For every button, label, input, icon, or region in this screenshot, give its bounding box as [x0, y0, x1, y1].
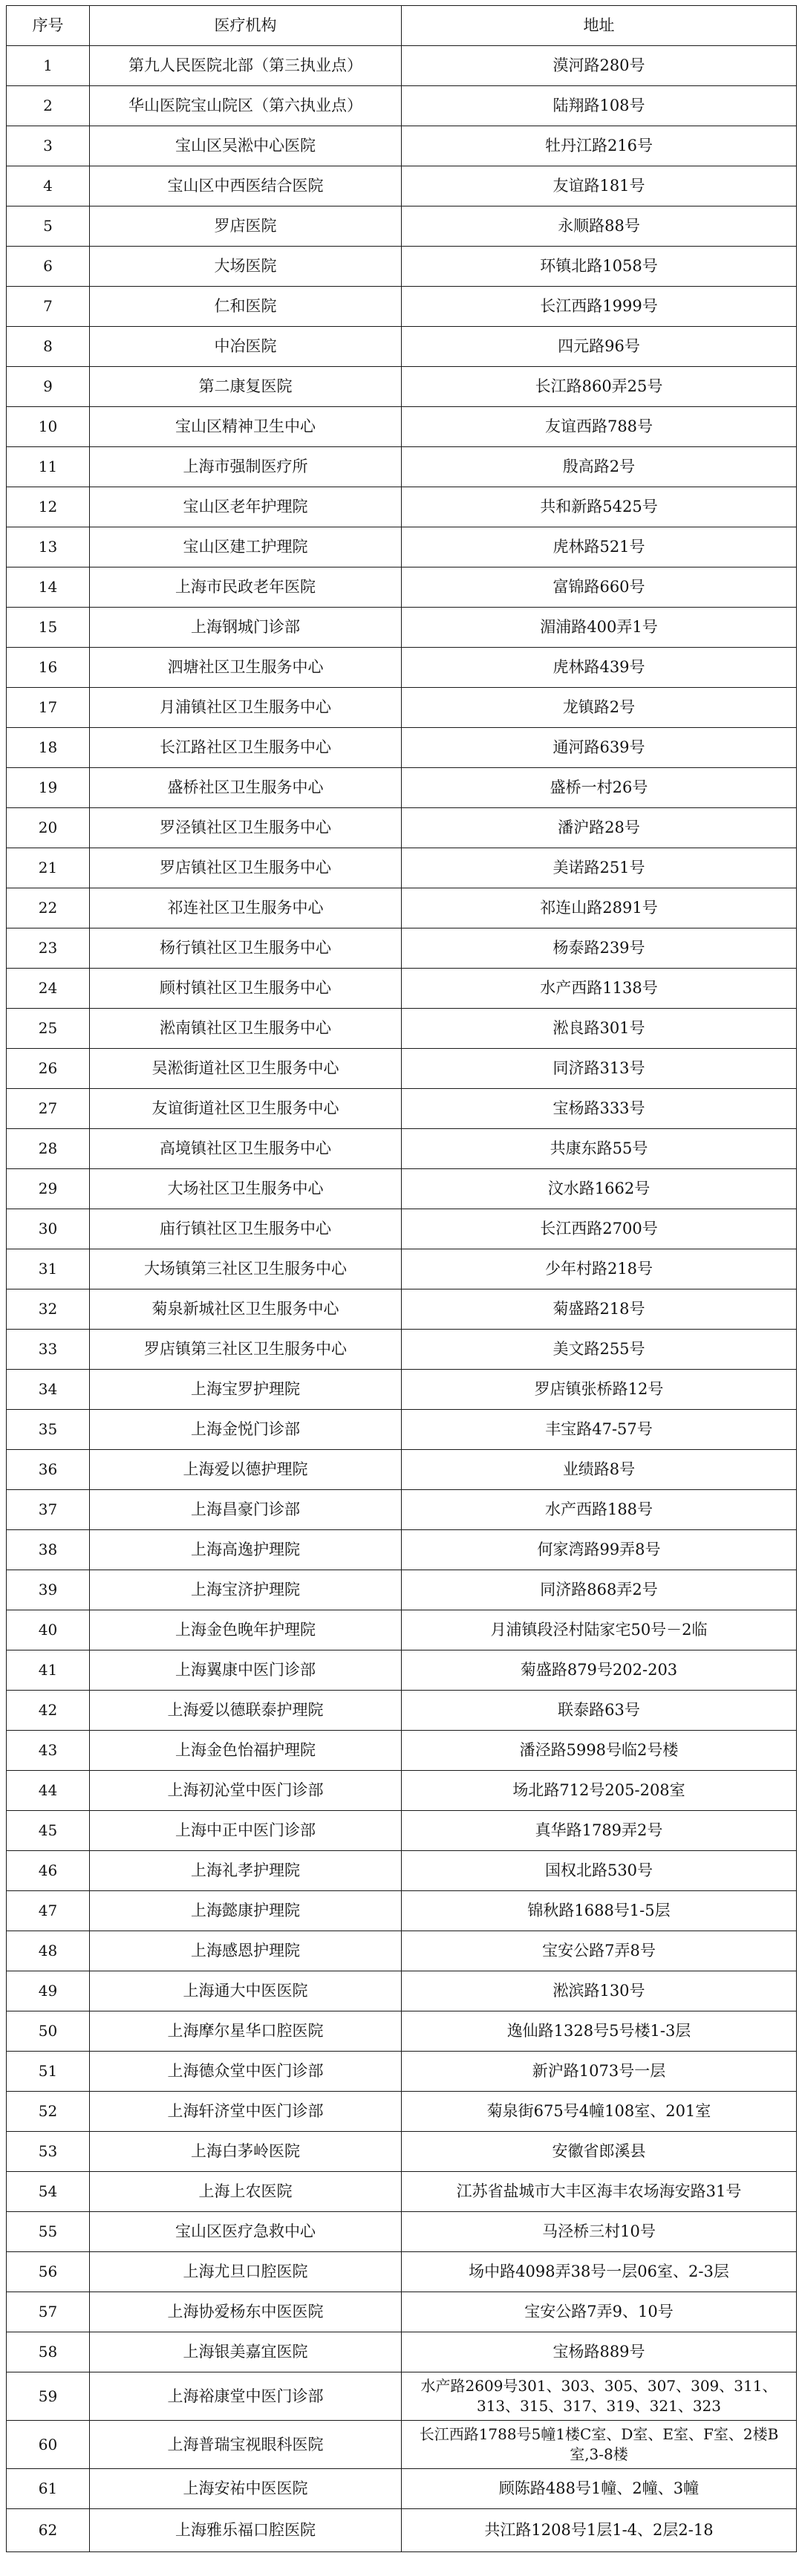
row-number: 7 — [7, 287, 90, 327]
header-institution: 医疗机构 — [90, 6, 402, 46]
institution-address: 国权北路530号 — [402, 1851, 797, 1891]
row-number: 33 — [7, 1330, 90, 1370]
table-row — [7, 407, 797, 447]
institution-address: 富锦路660号 — [402, 567, 797, 608]
institution-address: 安徽省郎溪县 — [402, 2132, 797, 2172]
row-number: 13 — [7, 527, 90, 567]
institution-address: 虎林路439号 — [402, 648, 797, 688]
institution-name: 宝山区精神卫生中心 — [90, 407, 402, 447]
institution-name: 上海市强制医疗所 — [90, 447, 402, 487]
institution-name: 上海礼孝护理院 — [90, 1851, 402, 1891]
institution-name: 上海金悦门诊部 — [90, 1410, 402, 1450]
row-number: 5 — [7, 206, 90, 247]
institution-table-sheet — [6, 5, 796, 2552]
institution-address: 少年村路218号 — [402, 1249, 797, 1289]
table-row — [7, 206, 797, 247]
table-row — [7, 367, 797, 407]
table-row — [7, 2252, 797, 2292]
table-row — [7, 848, 797, 888]
row-number: 19 — [7, 768, 90, 808]
institution-address: 潘沪路28号 — [402, 808, 797, 848]
institution-name: 宝山区中西医结合医院 — [90, 166, 402, 206]
institution-name: 上海爱以德护理院 — [90, 1450, 402, 1490]
institution-address: 祁连山路2891号 — [402, 888, 797, 928]
table-row — [7, 969, 797, 1009]
table-row — [7, 1129, 797, 1169]
institution-address: 长江西路1999号 — [402, 287, 797, 327]
table-row — [7, 1410, 797, 1450]
institution-name: 大场医院 — [90, 247, 402, 287]
institution-address: 杨泰路239号 — [402, 928, 797, 969]
institution-name: 罗泾镇社区卫生服务中心 — [90, 808, 402, 848]
row-number: 57 — [7, 2292, 90, 2332]
row-number: 48 — [7, 1931, 90, 1971]
institution-address: 菊盛路879号202-203 — [402, 1650, 797, 1691]
row-number: 40 — [7, 1610, 90, 1650]
table-row — [7, 2469, 797, 2509]
institution-address: 美文路255号 — [402, 1330, 797, 1370]
table-row — [7, 1931, 797, 1971]
institution-address: 长江路860弄25号 — [402, 367, 797, 407]
institution-name: 宝山区建工护理院 — [90, 527, 402, 567]
row-number: 58 — [7, 2332, 90, 2372]
institution-address: 菊泉街675号4幢108室、201室 — [402, 2092, 797, 2132]
table-row — [7, 608, 797, 648]
institution-address: 马泾桥三村10号 — [402, 2212, 797, 2252]
institution-address: 同济路313号 — [402, 1049, 797, 1089]
row-number: 50 — [7, 2011, 90, 2052]
row-number: 39 — [7, 1570, 90, 1610]
institution-name: 上海宝济护理院 — [90, 1570, 402, 1610]
institution-name: 大场社区卫生服务中心 — [90, 1169, 402, 1209]
table-row — [7, 1169, 797, 1209]
row-number: 27 — [7, 1089, 90, 1129]
institution-name: 祁连社区卫生服务中心 — [90, 888, 402, 928]
institution-address: 汶水路1662号 — [402, 1169, 797, 1209]
table-row — [7, 2372, 797, 2421]
table-row — [7, 2172, 797, 2212]
row-number: 25 — [7, 1009, 90, 1049]
table-row — [7, 1891, 797, 1931]
row-number: 6 — [7, 247, 90, 287]
row-number: 61 — [7, 2469, 90, 2509]
table-row — [7, 1530, 797, 1570]
institution-name: 仁和医院 — [90, 287, 402, 327]
row-number: 41 — [7, 1650, 90, 1691]
table-row — [7, 1049, 797, 1089]
table-row — [7, 527, 797, 567]
institution-name: 华山医院宝山院区（第六执业点） — [90, 86, 402, 126]
institution-name: 上海上农医院 — [90, 2172, 402, 2212]
institution-name: 大场镇第三社区卫生服务中心 — [90, 1249, 402, 1289]
table-body — [7, 46, 797, 2552]
institution-address: 龙镇路2号 — [402, 688, 797, 728]
institution-address: 水产路2609号301、303、305、307、309、311、313、315、317、319、321、323 — [402, 2372, 797, 2421]
institution-address: 虎林路521号 — [402, 527, 797, 567]
institution-address: 顾陈路488号1幢、2幢、3幢 — [402, 2469, 797, 2509]
table-row — [7, 126, 797, 166]
table-row — [7, 567, 797, 608]
table-row — [7, 166, 797, 206]
row-number: 1 — [7, 46, 90, 86]
institution-address: 盛桥一村26号 — [402, 768, 797, 808]
table-row — [7, 46, 797, 86]
header-row — [7, 6, 797, 46]
row-number: 38 — [7, 1530, 90, 1570]
table-row — [7, 487, 797, 527]
row-number: 16 — [7, 648, 90, 688]
institution-name: 上海轩济堂中医门诊部 — [90, 2092, 402, 2132]
institution-name: 上海德众堂中医门诊部 — [90, 2052, 402, 2092]
institution-name: 上海金色晚年护理院 — [90, 1610, 402, 1650]
row-number: 15 — [7, 608, 90, 648]
table-row — [7, 1731, 797, 1771]
institution-address: 月浦镇段泾村陆家宅50号－2临 — [402, 1610, 797, 1650]
row-number: 12 — [7, 487, 90, 527]
table-row — [7, 1811, 797, 1851]
institution-name: 上海尤旦口腔医院 — [90, 2252, 402, 2292]
institution-address: 水产西路188号 — [402, 1490, 797, 1530]
row-number: 23 — [7, 928, 90, 969]
table-row — [7, 447, 797, 487]
table-row — [7, 2292, 797, 2332]
row-number: 21 — [7, 848, 90, 888]
table-row — [7, 1450, 797, 1490]
institution-address: 美诺路251号 — [402, 848, 797, 888]
table-row — [7, 1289, 797, 1330]
row-number: 2 — [7, 86, 90, 126]
institution-name: 高境镇社区卫生服务中心 — [90, 1129, 402, 1169]
row-number: 44 — [7, 1771, 90, 1811]
institution-name: 上海市民政老年医院 — [90, 567, 402, 608]
institution-name: 上海高逸护理院 — [90, 1530, 402, 1570]
institution-name: 上海翼康中医门诊部 — [90, 1650, 402, 1691]
row-number: 29 — [7, 1169, 90, 1209]
institution-address: 真华路1789弄2号 — [402, 1811, 797, 1851]
table-row — [7, 928, 797, 969]
institution-address: 淞良路301号 — [402, 1009, 797, 1049]
institution-address: 宝杨路889号 — [402, 2332, 797, 2372]
table-row — [7, 1650, 797, 1691]
row-number: 49 — [7, 1971, 90, 2011]
row-number: 56 — [7, 2252, 90, 2292]
institution-name: 上海白茅岭医院 — [90, 2132, 402, 2172]
institution-address: 共江路1208号1层1-4、2层2-18 — [402, 2509, 797, 2552]
row-number: 60 — [7, 2421, 90, 2469]
header-no: 序号 — [7, 6, 90, 46]
table-row — [7, 688, 797, 728]
institution-address: 长江西路2700号 — [402, 1209, 797, 1249]
table-row — [7, 2421, 797, 2469]
institution-address: 菊盛路218号 — [402, 1289, 797, 1330]
table-row — [7, 1370, 797, 1410]
table-row — [7, 888, 797, 928]
row-number: 18 — [7, 728, 90, 768]
table-row — [7, 1009, 797, 1049]
institution-address: 何家湾路99弄8号 — [402, 1530, 797, 1570]
institution-name: 上海昌豪门诊部 — [90, 1490, 402, 1530]
institution-address: 同济路868弄2号 — [402, 1570, 797, 1610]
institution-name: 庙行镇社区卫生服务中心 — [90, 1209, 402, 1249]
institution-name: 上海爱以德联泰护理院 — [90, 1691, 402, 1731]
table-row — [7, 1330, 797, 1370]
institution-name: 上海中正中医门诊部 — [90, 1811, 402, 1851]
table-row — [7, 1771, 797, 1811]
row-number: 4 — [7, 166, 90, 206]
row-number: 30 — [7, 1209, 90, 1249]
row-number: 47 — [7, 1891, 90, 1931]
institution-address: 四元路96号 — [402, 327, 797, 367]
table-row — [7, 1570, 797, 1610]
institution-name: 上海协爱杨东中医医院 — [90, 2292, 402, 2332]
table-row — [7, 808, 797, 848]
row-number: 9 — [7, 367, 90, 407]
institution-name: 月浦镇社区卫生服务中心 — [90, 688, 402, 728]
row-number: 36 — [7, 1450, 90, 1490]
institution-address: 联泰路63号 — [402, 1691, 797, 1731]
row-number: 43 — [7, 1731, 90, 1771]
institution-address: 漠河路280号 — [402, 46, 797, 86]
row-number: 42 — [7, 1691, 90, 1731]
institution-name: 宝山区老年护理院 — [90, 487, 402, 527]
institution-address: 长江西路1788号5幢1楼C室、D室、E室、F室、2楼B室,3-8楼 — [402, 2421, 797, 2469]
institution-address: 罗店镇张桥路12号 — [402, 1370, 797, 1410]
institution-name: 上海雅乐福口腔医院 — [90, 2509, 402, 2552]
institution-address: 丰宝路47-57号 — [402, 1410, 797, 1450]
institution-address: 江苏省盐城市大丰区海丰农场海安路31号 — [402, 2172, 797, 2212]
institution-address: 新沪路1073号一层 — [402, 2052, 797, 2092]
table-row — [7, 247, 797, 287]
table-row — [7, 2212, 797, 2252]
table-row — [7, 1971, 797, 2011]
row-number: 26 — [7, 1049, 90, 1089]
row-number: 22 — [7, 888, 90, 928]
row-number: 52 — [7, 2092, 90, 2132]
row-number: 31 — [7, 1249, 90, 1289]
institution-address: 陆翔路108号 — [402, 86, 797, 126]
row-number: 51 — [7, 2052, 90, 2092]
institution-address: 场北路712号205-208室 — [402, 1771, 797, 1811]
institution-name: 友谊街道社区卫生服务中心 — [90, 1089, 402, 1129]
table-row — [7, 2509, 797, 2552]
institution-name: 菊泉新城社区卫生服务中心 — [90, 1289, 402, 1330]
institution-name: 上海初沁堂中医门诊部 — [90, 1771, 402, 1811]
institution-address: 淞滨路130号 — [402, 1971, 797, 2011]
institution-name: 上海通大中医医院 — [90, 1971, 402, 2011]
institution-name: 盛桥社区卫生服务中心 — [90, 768, 402, 808]
row-number: 59 — [7, 2372, 90, 2421]
institution-address: 友谊路181号 — [402, 166, 797, 206]
table-row — [7, 1851, 797, 1891]
row-number: 10 — [7, 407, 90, 447]
institution-name: 上海宝罗护理院 — [90, 1370, 402, 1410]
institution-address: 宝安公路7弄8号 — [402, 1931, 797, 1971]
row-number: 54 — [7, 2172, 90, 2212]
institution-address: 湄浦路400弄1号 — [402, 608, 797, 648]
institution-name: 宝山区医疗急救中心 — [90, 2212, 402, 2252]
institution-table — [6, 5, 797, 2552]
institution-address: 场中路4098弄38号一层06室、2-3层 — [402, 2252, 797, 2292]
institution-address: 宝安公路7弄9、10号 — [402, 2292, 797, 2332]
institution-address: 友谊西路788号 — [402, 407, 797, 447]
institution-name: 第二康复医院 — [90, 367, 402, 407]
row-number: 20 — [7, 808, 90, 848]
row-number: 11 — [7, 447, 90, 487]
institution-name: 上海银美嘉宜医院 — [90, 2332, 402, 2372]
table-row — [7, 1089, 797, 1129]
institution-name: 宝山区吴淞中心医院 — [90, 126, 402, 166]
institution-address: 锦秋路1688号1-5层 — [402, 1891, 797, 1931]
institution-name: 吴淞街道社区卫生服务中心 — [90, 1049, 402, 1089]
institution-name: 上海摩尔星华口腔医院 — [90, 2011, 402, 2052]
institution-name: 第九人民医院北部（第三执业点） — [90, 46, 402, 86]
institution-name: 泗塘社区卫生服务中心 — [90, 648, 402, 688]
table-row — [7, 2011, 797, 2052]
institution-name: 杨行镇社区卫生服务中心 — [90, 928, 402, 969]
institution-name: 上海金色怡福护理院 — [90, 1731, 402, 1771]
table-row — [7, 2132, 797, 2172]
table-row — [7, 2052, 797, 2092]
institution-address: 环镇北路1058号 — [402, 247, 797, 287]
institution-address: 逸仙路1328号5号楼1-3层 — [402, 2011, 797, 2052]
row-number: 46 — [7, 1851, 90, 1891]
row-number: 53 — [7, 2132, 90, 2172]
row-number: 45 — [7, 1811, 90, 1851]
row-number: 14 — [7, 567, 90, 608]
table-row — [7, 648, 797, 688]
table-row — [7, 1209, 797, 1249]
header-address: 地址 — [402, 6, 797, 46]
institution-name: 罗店镇社区卫生服务中心 — [90, 848, 402, 888]
table-row — [7, 287, 797, 327]
row-number: 34 — [7, 1370, 90, 1410]
institution-name: 上海普瑞宝视眼科医院 — [90, 2421, 402, 2469]
institution-address: 业绩路8号 — [402, 1450, 797, 1490]
institution-name: 顾村镇社区卫生服务中心 — [90, 969, 402, 1009]
table-row — [7, 2092, 797, 2132]
institution-name: 上海钢城门诊部 — [90, 608, 402, 648]
table-row — [7, 1691, 797, 1731]
table-row — [7, 728, 797, 768]
institution-address: 宝杨路333号 — [402, 1089, 797, 1129]
institution-name: 上海感恩护理院 — [90, 1931, 402, 1971]
institution-name: 上海裕康堂中医门诊部 — [90, 2372, 402, 2421]
table-row — [7, 1490, 797, 1530]
institution-address: 殷高路2号 — [402, 447, 797, 487]
row-number: 37 — [7, 1490, 90, 1530]
table-row — [7, 1249, 797, 1289]
row-number: 3 — [7, 126, 90, 166]
row-number: 8 — [7, 327, 90, 367]
institution-address: 水产西路1138号 — [402, 969, 797, 1009]
institution-name: 上海懿康护理院 — [90, 1891, 402, 1931]
row-number: 28 — [7, 1129, 90, 1169]
institution-name: 罗店医院 — [90, 206, 402, 247]
table-row — [7, 2332, 797, 2372]
institution-name: 中冶医院 — [90, 327, 402, 367]
table-row — [7, 768, 797, 808]
institution-name: 罗店镇第三社区卫生服务中心 — [90, 1330, 402, 1370]
institution-name: 淞南镇社区卫生服务中心 — [90, 1009, 402, 1049]
table-row — [7, 1610, 797, 1650]
institution-address: 牡丹江路216号 — [402, 126, 797, 166]
institution-address: 永顺路88号 — [402, 206, 797, 247]
institution-address: 共和新路5425号 — [402, 487, 797, 527]
institution-address: 潘泾路5998号临2号楼 — [402, 1731, 797, 1771]
table-row — [7, 327, 797, 367]
row-number: 17 — [7, 688, 90, 728]
row-number: 32 — [7, 1289, 90, 1330]
institution-name: 长江路社区卫生服务中心 — [90, 728, 402, 768]
row-number: 24 — [7, 969, 90, 1009]
row-number: 35 — [7, 1410, 90, 1450]
institution-name: 上海安祐中医医院 — [90, 2469, 402, 2509]
institution-address: 共康东路55号 — [402, 1129, 797, 1169]
institution-address: 通河路639号 — [402, 728, 797, 768]
row-number: 55 — [7, 2212, 90, 2252]
table-row — [7, 86, 797, 126]
row-number: 62 — [7, 2509, 90, 2552]
